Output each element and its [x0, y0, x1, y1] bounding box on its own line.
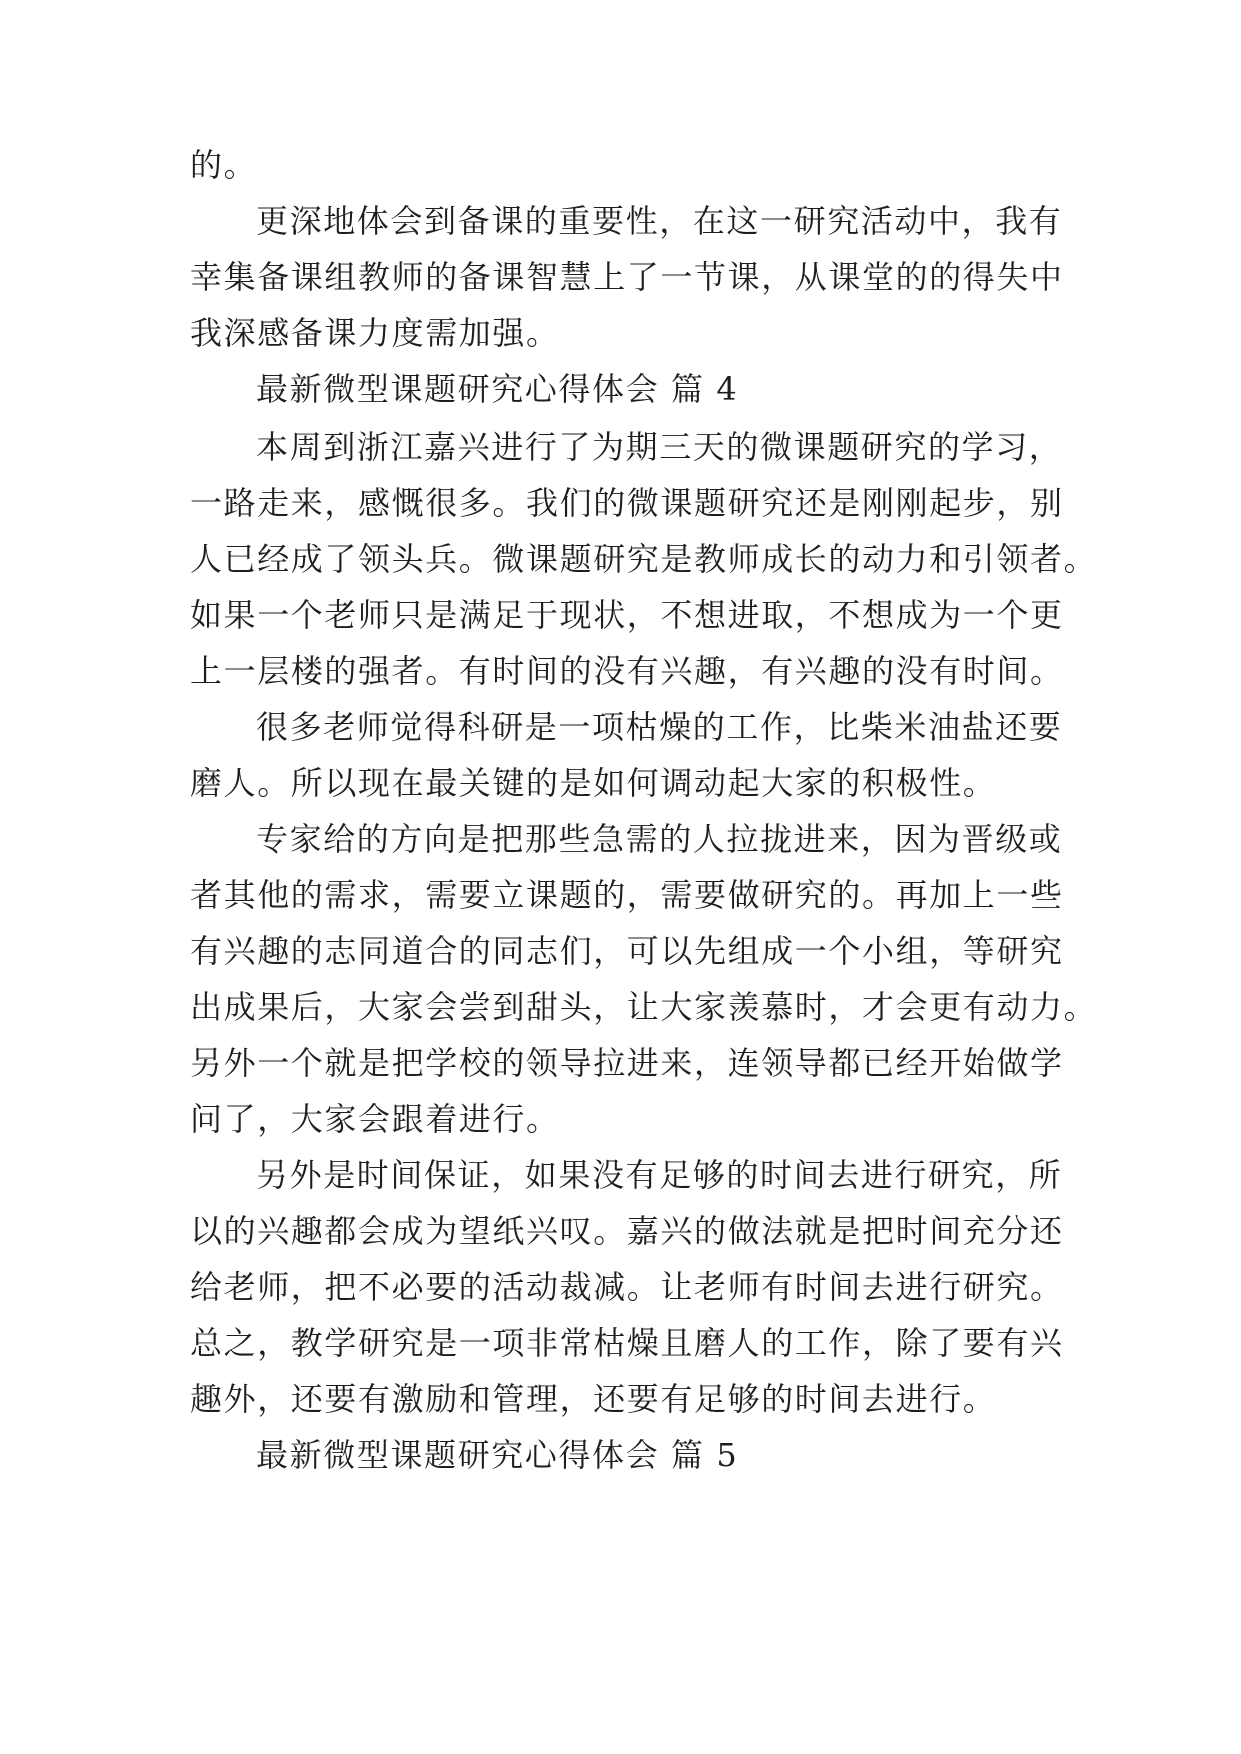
paragraph-line: 另外一个就是把学校的领导拉进来，连领导都已经开始做学	[190, 1044, 1064, 1082]
paragraph-line: 人已经成了领头兵。微课题研究是教师成长的动力和引领者。	[190, 540, 1098, 578]
paragraph-line: 本周到浙江嘉兴进行了为期三天的微课题研究的学习，	[256, 428, 1063, 466]
paragraph-line: 另外是时间保证，如果没有足够的时间去进行研究，所	[256, 1156, 1063, 1194]
paragraph-line: 问了，大家会跟着进行。	[190, 1100, 560, 1138]
paragraph-line: 我深感备课力度需加强。	[190, 314, 560, 352]
paragraph-line: 如果一个老师只是满足于现状，不想进取，不想成为一个更	[190, 596, 1064, 634]
paragraph-line: 很多老师觉得科研是一项枯燥的工作，比柴米油盐还要	[256, 708, 1063, 746]
paragraph-line: 出成果后，大家会尝到甜头，让大家羡慕时，才会更有动力。	[190, 988, 1098, 1026]
paragraph-line: 幸集备课组教师的备课智慧上了一节课，从课堂的的得失中	[190, 258, 1064, 296]
paragraph-line: 总之，教学研究是一项非常枯燥且磨人的工作，除了要有兴	[190, 1324, 1064, 1362]
paragraph-line: 一路走来，感慨很多。我们的微课题研究还是刚刚起步，别	[190, 484, 1064, 522]
paragraph-line: 更深地体会到备课的重要性，在这一研究活动中，我有	[256, 202, 1063, 240]
paragraph-line: 趣外，还要有激励和管理，还要有足够的时间去进行。	[190, 1380, 997, 1418]
paragraph-line: 专家给的方向是把那些急需的人拉拢进来，因为晋级或	[256, 820, 1063, 858]
section-heading: 最新微型课题研究心得体会 篇 5	[256, 1436, 739, 1474]
paragraph-line: 者其他的需求，需要立课题的，需要做研究的。再加上一些	[190, 876, 1064, 914]
paragraph-line: 的。	[190, 146, 258, 184]
paragraph-line: 磨人。所以现在最关键的是如何调动起大家的积极性。	[190, 764, 997, 802]
paragraph-line: 有兴趣的志同道合的同志们，可以先组成一个小组，等研究	[190, 932, 1064, 970]
paragraph-line: 给老师，把不必要的活动裁减。让老师有时间去进行研究。	[190, 1268, 1064, 1306]
paragraph-line: 上一层楼的强者。有时间的没有兴趣，有兴趣的没有时间。	[190, 652, 1064, 690]
section-heading: 最新微型课题研究心得体会 篇 4	[256, 370, 739, 408]
paragraph-line: 以的兴趣都会成为望纸兴叹。嘉兴的做法就是把时间充分还	[190, 1212, 1064, 1250]
